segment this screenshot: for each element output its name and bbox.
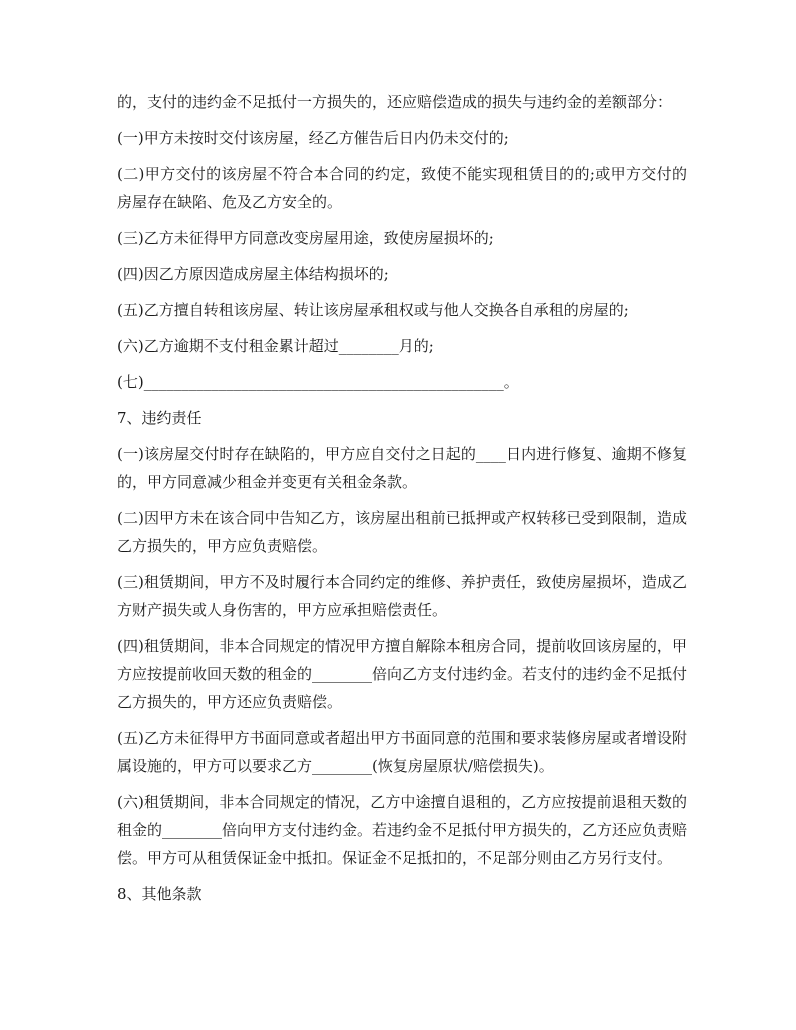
- document-page: [117, 88, 687, 916]
- section-heading-other: 8、其他条款: [117, 885, 202, 903]
- paragraph-liability-3: (三)租赁期间，甲方不及时履行本合同约定的维修、养护责任，致使房屋损坏，造成乙方财产损失或人身伤害的，甲方应承担赔偿责任。: [117, 573, 687, 619]
- paragraph-liability-5: (五)乙方未征得甲方书面同意或者超出甲方书面同意的范围和要求装修房屋或者增设附属设施的，甲方可以要求乙方________(恢复房屋原状/赔偿损失)。: [117, 729, 687, 775]
- section-heading-liability: 7、违约责任: [117, 409, 202, 427]
- paragraph-penalty-intro: 的，支付的违约金不足抵付一方损失的，还应赔偿造成的损失与违约金的差额部分：: [117, 93, 673, 111]
- paragraph-liability-4: (四)租赁期间，非本合同规定的情况甲方擅自解除本租房合同，提前收回该房屋的，甲方应按提前收回天数的租金的________倍向乙方支付违约金。若支付的违约金不足抵付乙方损失的，甲方还应负责赔偿。: [117, 637, 688, 711]
- paragraph-item-1: (一)甲方未按时交付该房屋，经乙方催告后日内仍未交付的;: [117, 129, 509, 147]
- paragraph-item-2: (二)甲方交付的该房屋不符合本合同的约定，致使不能实现租赁目的的;或甲方交付的房屋存在缺陷、危及乙方安全的。: [117, 165, 687, 211]
- paragraph-liability-1: (一)该房屋交付时存在缺陷的，甲方应自交付之日起的____日内进行修复、逾期不修复的，甲方同意减少租金并变更有关租金条款。: [117, 445, 687, 491]
- paragraph-item-4: (四)因乙方原因造成房屋主体结构损坏的;: [117, 265, 389, 283]
- paragraph-item-3: (三)乙方未征得甲方同意改变房屋用途，致使房屋损坏的;: [117, 229, 494, 247]
- paragraph-liability-6: (六)租赁期间，非本合同规定的情况，乙方中途擅自退租的，乙方应按提前退租天数的租金的________倍向甲方支付违约金。若违约金不足抵付甲方损失的，乙方还应负责赔偿。甲方可从租赁保证金中抵扣。保证金不足抵扣的，不足部分则由乙方另行支付。: [117, 793, 688, 867]
- paragraph-liability-2: (二)因甲方未在该合同中告知乙方，该房屋出租前已抵押或产权转移已受到限制，造成乙方损失的，甲方应负责赔偿。: [117, 509, 687, 555]
- paragraph-item-6: (六)乙方逾期不支付租金累计超过________月的;: [117, 337, 434, 355]
- paragraph-item-7: (七)________________________________________________。: [117, 373, 519, 391]
- paragraph-item-5: (五)乙方擅自转租该房屋、转让该房屋承租权或与他人交换各自承租的房屋的;: [117, 301, 629, 319]
